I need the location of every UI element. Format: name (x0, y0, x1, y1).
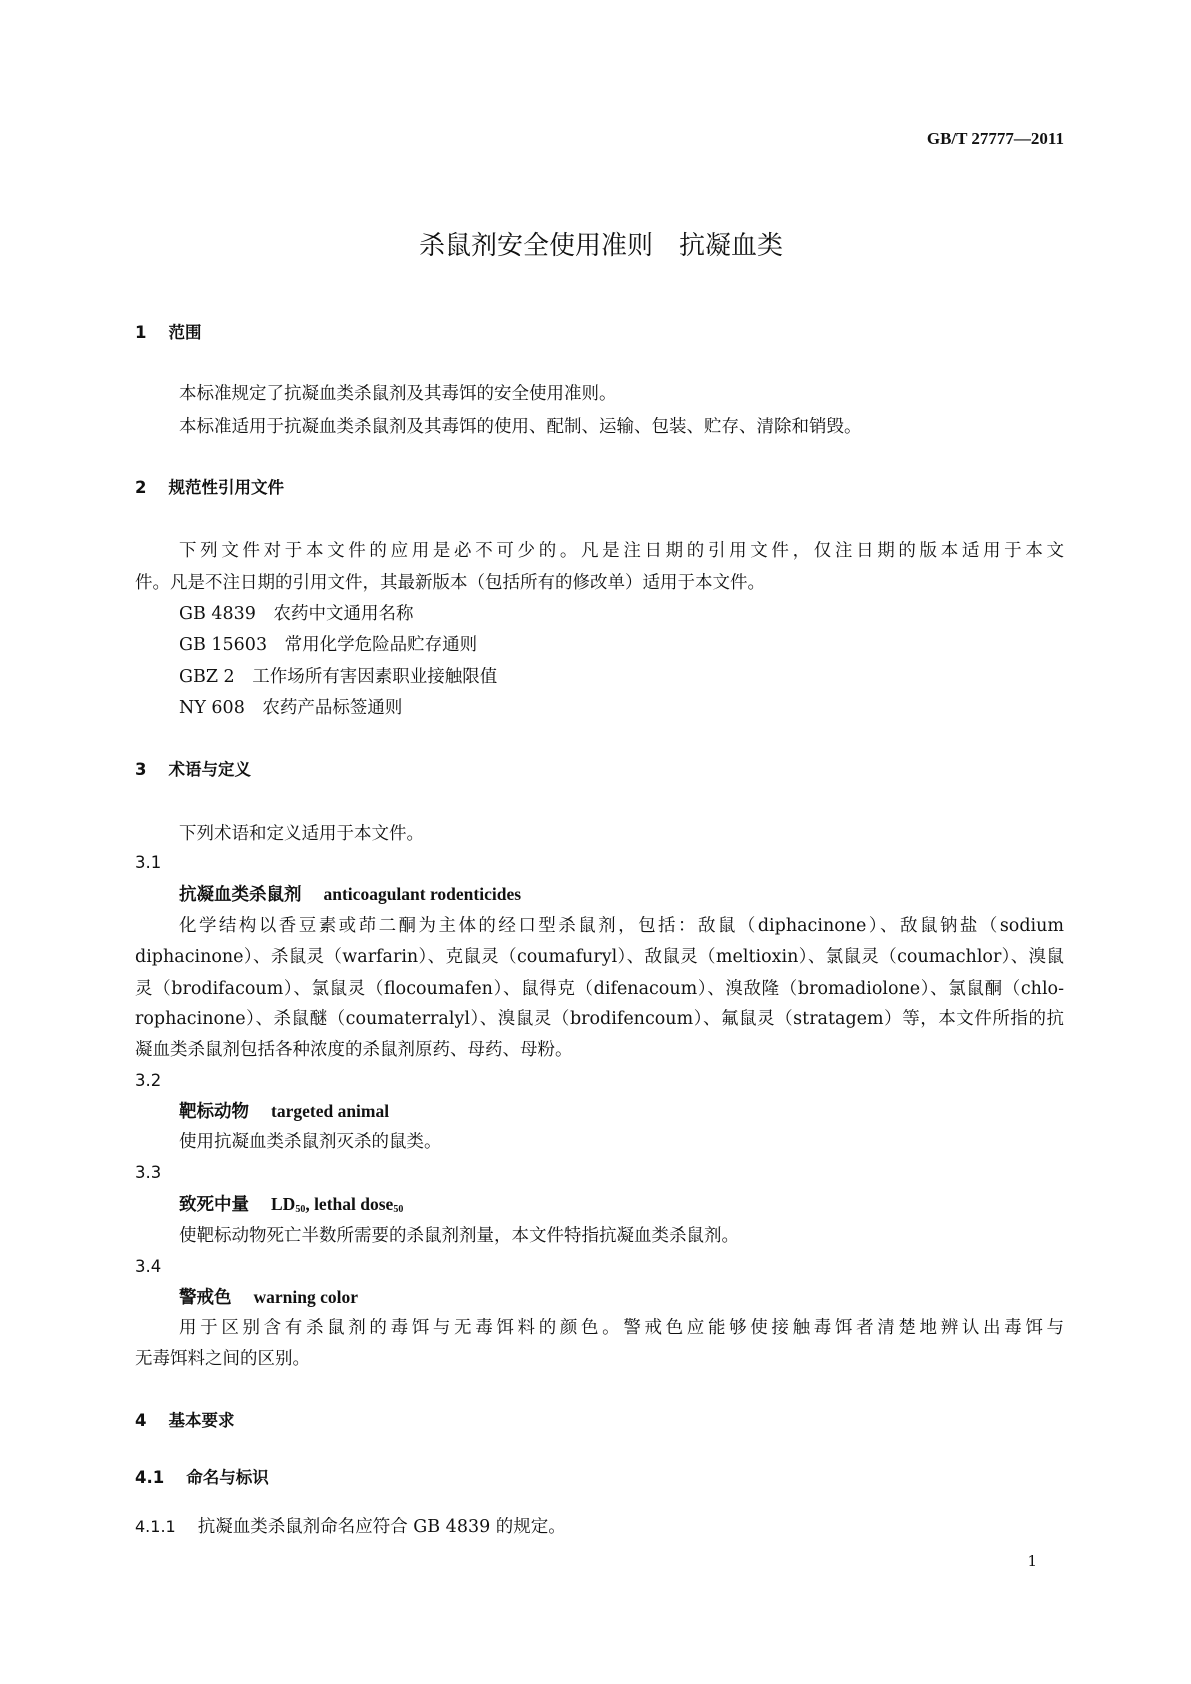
paragraph: 使靶标动物死亡半数所需要的杀鼠剂剂量，本文件特指抗凝血类杀鼠剂。 (179, 1226, 739, 1246)
paragraph: 用于区别含有杀鼠剂的毒饵与无毒饵料的颜色。警戒色应能够使接触毒饵者清楚地辨认出毒饵与 (179, 1318, 1064, 1338)
term-title: 致死中量 $LD_{50}$, lethal dose$_{50}$ (179, 1194, 404, 1215)
term-title: 抗凝血类杀鼠剂 anticoagulant rodenticides (179, 884, 522, 905)
reference-item: GBZ 2 工作场所有害因素职业接触限值 (179, 667, 498, 687)
paragraph: 灵（brodifacoum）、氯鼠灵（flocoumafen）、鼠得克（difenacoum）、溴敌隆（bromadiolone）、氯鼠酮（chlo- (135, 979, 1064, 999)
page-number: 1 (1027, 1552, 1037, 1570)
term-number: 3.1 (135, 853, 162, 872)
term-title: 靶标动物 targeted animal (179, 1101, 390, 1122)
doc-code: GB/T 27777—2011 (926, 129, 1064, 148)
paragraph: rophacinone）、杀鼠醚（coumaterralyl）、溴鼠灵（brodifencoum）、氟鼠灵（stratagem）等，本文件所指的抗 (135, 1009, 1064, 1029)
term-number: 3.3 (135, 1163, 162, 1182)
reference-item: GB 15603 常用化学危险品贮存通则 (179, 635, 478, 655)
paragraph: 凝血类杀鼠剂包括各种浓度的杀鼠剂原药、母药、母粉。 (135, 1040, 573, 1060)
clause-4-1-1: 4.1.1 抗凝血类杀鼠剂命名应符合 GB 4839 的规定。 (135, 1517, 566, 1537)
paragraph: 本标准适用于抗凝血类杀鼠剂及其毒饵的使用、配制、运输、包装、贮存、清除和销毁。 (179, 417, 862, 437)
reference-item: NY 608 农药产品标签通则 (179, 698, 403, 718)
paragraph: 使用抗凝血类杀鼠剂灭杀的鼠类。 (179, 1132, 442, 1152)
paragraph: diphacinone）、杀鼠灵（warfarin）、克鼠灵（coumafuryl）、敌鼠灵（meltioxin）、氯鼠灵（coumachlor）、溴鼠 (135, 947, 1064, 967)
section-4-heading: 4 基本要求 (135, 1411, 235, 1430)
paragraph: 本标准规定了抗凝血类杀鼠剂及其毒饵的安全使用准则。 (179, 384, 617, 404)
page-title: 杀鼠剂安全使用准则 抗凝血类 (418, 231, 783, 261)
section-3-heading: 3 术语与定义 (135, 760, 251, 779)
paragraph: 件。凡是不注日期的引用文件，其最新版本（包括所有的修改单）适用于本文件。 (135, 573, 765, 593)
paragraph: 下列术语和定义适用于本文件。 (179, 824, 424, 844)
term-number: 3.2 (135, 1071, 162, 1090)
paragraph: 化学结构以香豆素或茚二酮为主体的经口型杀鼠剂，包括：敌鼠（diphacinone）、敌鼠钠盐（sodium (179, 916, 1064, 936)
term-number: 3.4 (135, 1257, 162, 1276)
section-1-heading: 1 范围 (135, 323, 202, 342)
reference-item: GB 4839 农药中文通用名称 (179, 604, 414, 624)
paragraph: 无毒饵料之间的区别。 (135, 1349, 310, 1369)
term-title: 警戒色 warning color (179, 1287, 359, 1308)
section-4-1-heading: 4.1 命名与标识 (135, 1468, 269, 1487)
paragraph: 下列文件对于本文件的应用是必不可少的。凡是注日期的引用文件，仅注日期的版本适用于本文 (179, 541, 1064, 561)
section-2-heading: 2 规范性引用文件 (135, 478, 284, 497)
